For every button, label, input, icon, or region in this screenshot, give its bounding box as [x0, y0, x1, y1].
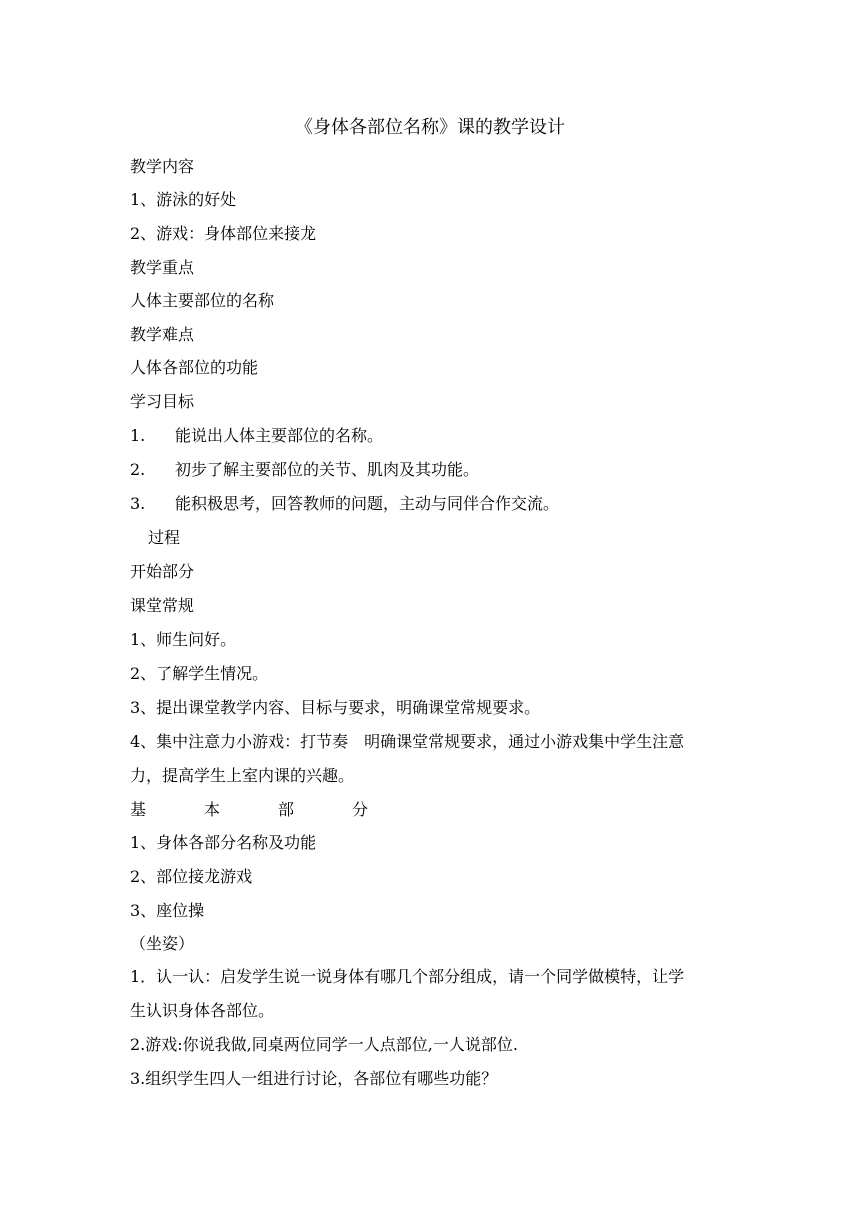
objective-item-3 [130, 493, 559, 515]
opening-subheading: 课堂常规 [130, 596, 195, 615]
opening-heading: 开始部分 [130, 562, 195, 581]
key-points-text: 人体主要部位的名称 [130, 291, 275, 310]
objective-item-1 [130, 425, 383, 447]
objective-text: 能积极思考，回答教师的问题，主动与同伴合作交流。 [175, 494, 560, 513]
section-heading-process: 过程 [148, 528, 181, 547]
opening-item-4: 4、集中注意力小游戏：打节奏 明确课堂常规要求，通过小游戏集中学生注意 [130, 732, 685, 751]
basic-heading-char: 分 [352, 800, 369, 819]
opening-item-3: 3、提出课堂教学内容、目标与要求，明确课堂常规要求。 [130, 698, 541, 717]
objective-number: 3. [130, 494, 146, 513]
basic-step-1-continued: 生认识身体各部位。 [130, 1001, 275, 1020]
objective-number: 1. [130, 426, 146, 445]
basic-step-1: 1．认一认：启发学生说一说身体有哪几个部分组成，请一个同学做模特，让学 [130, 967, 685, 986]
basic-step-3: 3.组织学生四人一组进行讨论，各部位有哪些功能？ [130, 1069, 498, 1088]
basic-heading-char: 基 [130, 800, 147, 819]
objective-item-2 [130, 459, 479, 481]
basic-item-3: 3、座位操 [130, 901, 205, 920]
basic-heading-char: 本 [204, 800, 221, 819]
basic-item-2: 2、部位接龙游戏 [130, 867, 253, 886]
objective-text: 能说出人体主要部位的名称。 [175, 426, 384, 445]
opening-item-2: 2、了解学生情况。 [130, 664, 269, 683]
basic-heading-char: 部 [278, 800, 295, 819]
section-heading-key-points: 教学重点 [130, 258, 195, 277]
section-heading-content: 教学内容 [130, 157, 195, 176]
posture-note: （坐姿） [130, 934, 195, 953]
difficulties-text: 人体各部位的功能 [130, 358, 259, 377]
document-title: 《身体各部位名称》课的教学设计 [295, 117, 565, 138]
basic-heading [130, 799, 426, 821]
opening-item-1: 1、师生问好。 [130, 630, 237, 649]
objective-text: 初步了解主要部位的关节、肌肉及其功能。 [175, 460, 480, 479]
basic-item-1: 1、身体各部分名称及功能 [130, 833, 317, 852]
basic-step-2: 2.游戏:你说我做,同桌两位同学一人点部位,一人说部位. [130, 1035, 518, 1054]
opening-item-4-continued: 力，提高学生上室内课的兴趣。 [130, 766, 355, 785]
content-item-2: 2、游戏：身体部位来接龙 [130, 224, 317, 243]
section-heading-difficulties: 教学难点 [130, 325, 195, 344]
content-item-1: 1、游泳的好处 [130, 190, 237, 209]
section-heading-objectives: 学习目标 [130, 392, 195, 411]
objective-number: 2. [130, 460, 146, 479]
